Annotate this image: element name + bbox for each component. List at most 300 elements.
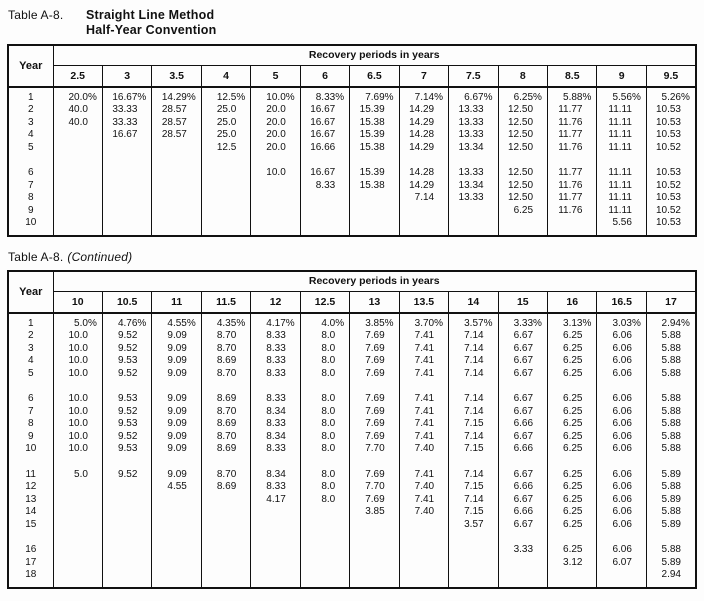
data-cell: 8.69 bbox=[201, 481, 250, 494]
data-cell bbox=[300, 544, 349, 557]
data-cell bbox=[548, 531, 597, 544]
data-cell: 13.33 bbox=[449, 129, 498, 142]
data-cell: 3.85 bbox=[350, 506, 399, 519]
data-cell: 5.88 bbox=[646, 393, 696, 406]
data-cell bbox=[53, 192, 102, 205]
data-cell bbox=[201, 455, 250, 468]
column-header: 3.5 bbox=[152, 65, 201, 87]
data-cell bbox=[300, 455, 349, 468]
data-cell: 10.53 bbox=[646, 129, 696, 142]
data-cell: 7.41 bbox=[399, 418, 448, 431]
year-cell bbox=[8, 455, 53, 468]
data-cell: 40.0 bbox=[53, 116, 102, 129]
data-cell bbox=[449, 569, 498, 582]
data-cell: 7.14 bbox=[399, 192, 448, 205]
data-cell: 15.38 bbox=[350, 141, 399, 154]
data-cell: 5.88 % bbox=[548, 91, 597, 104]
table-row bbox=[8, 493, 696, 506]
year-cell: 5 bbox=[27, 141, 34, 153]
header-row-group bbox=[8, 45, 696, 65]
data-cell: 5.56 % bbox=[597, 91, 646, 104]
year-cell: 6 bbox=[27, 167, 34, 179]
table-body bbox=[8, 87, 696, 236]
table-row bbox=[8, 405, 696, 418]
data-cell: 12.50 bbox=[498, 192, 547, 205]
table-row bbox=[8, 167, 696, 180]
data-cell: 13.33 bbox=[449, 192, 498, 205]
data-cell: 3.57 % bbox=[449, 317, 498, 330]
year-cell: 17 bbox=[25, 556, 37, 568]
data-cell: 14.29 bbox=[399, 179, 448, 192]
data-cell: 5.88 bbox=[646, 367, 696, 380]
data-cell: 11.76 bbox=[548, 204, 597, 217]
data-cell: 6.06 bbox=[597, 367, 646, 380]
header-row-group bbox=[8, 271, 696, 291]
data-cell bbox=[399, 556, 448, 569]
table-header bbox=[8, 45, 696, 87]
data-cell: 10.53 bbox=[646, 104, 696, 117]
data-cell bbox=[251, 455, 300, 468]
data-cell: 5.56 bbox=[597, 217, 646, 230]
table-row bbox=[8, 393, 696, 406]
year-cell bbox=[8, 581, 53, 588]
column-header: 11 bbox=[152, 291, 201, 313]
data-cell: 7.41 bbox=[399, 393, 448, 406]
data-cell: 10.53 bbox=[646, 167, 696, 180]
data-cell: 14.28 bbox=[399, 167, 448, 180]
data-cell bbox=[251, 204, 300, 217]
data-cell: 6.25 bbox=[548, 481, 597, 494]
data-cell: 6.25 bbox=[548, 518, 597, 531]
data-cell: 6.25 bbox=[548, 493, 597, 506]
data-cell: 7.14 bbox=[449, 405, 498, 418]
data-cell: 7.69 bbox=[350, 330, 399, 343]
data-cell bbox=[102, 192, 151, 205]
data-cell: 4.55 % bbox=[152, 317, 201, 330]
data-cell bbox=[102, 569, 151, 582]
table-row bbox=[8, 141, 696, 154]
column-header: 16 bbox=[548, 291, 597, 313]
data-cell bbox=[152, 154, 201, 167]
data-cell bbox=[350, 229, 399, 236]
data-cell bbox=[201, 506, 250, 519]
data-cell bbox=[152, 380, 201, 393]
data-cell: 9.53 bbox=[102, 418, 151, 431]
data-cell: 16.67 bbox=[300, 104, 349, 117]
data-cell bbox=[152, 531, 201, 544]
year-cell: 10 bbox=[25, 217, 37, 229]
data-cell: 5.89 bbox=[646, 493, 696, 506]
data-cell: 16.67 bbox=[102, 129, 151, 142]
data-cell bbox=[350, 204, 399, 217]
data-cell bbox=[399, 581, 448, 588]
recovery-periods-header: Recovery periods in years bbox=[53, 45, 696, 65]
year-cell: 16 bbox=[25, 544, 37, 556]
data-cell bbox=[449, 455, 498, 468]
data-cell: 12.50 bbox=[498, 167, 547, 180]
data-cell: 8.0 bbox=[300, 367, 349, 380]
data-cell bbox=[102, 167, 151, 180]
data-cell: 11.76 bbox=[548, 116, 597, 129]
data-cell bbox=[201, 569, 250, 582]
gap-row bbox=[8, 531, 696, 544]
data-cell bbox=[251, 531, 300, 544]
table-row bbox=[8, 367, 696, 380]
data-cell bbox=[646, 581, 696, 588]
data-cell bbox=[449, 204, 498, 217]
data-cell: 6.66 bbox=[498, 443, 547, 456]
data-cell bbox=[201, 179, 250, 192]
data-cell bbox=[102, 493, 151, 506]
data-cell bbox=[350, 556, 399, 569]
data-cell bbox=[498, 380, 547, 393]
column-header: 2.5 bbox=[53, 65, 102, 87]
data-cell bbox=[251, 518, 300, 531]
data-cell bbox=[201, 217, 250, 230]
data-cell: 15.39 bbox=[350, 167, 399, 180]
table1-title-line1: Straight Line Method bbox=[86, 8, 215, 22]
data-cell: 8.69 bbox=[201, 418, 250, 431]
data-cell bbox=[449, 154, 498, 167]
table-row bbox=[8, 544, 696, 557]
data-cell: 8.0 bbox=[300, 493, 349, 506]
data-cell: 20.0 bbox=[251, 141, 300, 154]
data-cell bbox=[152, 141, 201, 154]
data-cell: 9.52 bbox=[102, 430, 151, 443]
data-cell: 6.25 bbox=[548, 330, 597, 343]
data-cell: 7.14 bbox=[449, 367, 498, 380]
data-cell: 10.0 bbox=[53, 342, 102, 355]
table-row bbox=[8, 317, 696, 330]
data-cell bbox=[498, 455, 547, 468]
data-cell: 9.53 bbox=[102, 355, 151, 368]
column-header: 10.5 bbox=[102, 291, 151, 313]
data-cell: 8.70 bbox=[201, 430, 250, 443]
data-cell: 7.69 bbox=[350, 430, 399, 443]
data-cell: 9.09 bbox=[152, 443, 201, 456]
column-header: 9.5 bbox=[646, 65, 696, 87]
data-cell: 2.94 bbox=[646, 569, 696, 582]
data-cell bbox=[102, 544, 151, 557]
data-cell bbox=[251, 569, 300, 582]
data-cell bbox=[251, 506, 300, 519]
data-cell: 3.85 % bbox=[350, 317, 399, 330]
data-cell: 7.40 bbox=[399, 443, 448, 456]
data-cell bbox=[102, 581, 151, 588]
data-cell bbox=[53, 581, 102, 588]
table-row bbox=[8, 179, 696, 192]
data-cell: 16.67 bbox=[300, 167, 349, 180]
data-cell: 10.52 bbox=[646, 179, 696, 192]
data-cell: 33.33 bbox=[102, 104, 151, 117]
data-cell bbox=[201, 192, 250, 205]
data-cell: 16.67 % bbox=[102, 91, 151, 104]
data-cell: 13.33 bbox=[449, 116, 498, 129]
data-cell: 10.0 bbox=[53, 418, 102, 431]
data-cell: 6.06 bbox=[597, 430, 646, 443]
data-cell: 10.53 bbox=[646, 192, 696, 205]
year-cell: 8 bbox=[27, 192, 34, 204]
data-cell bbox=[152, 581, 201, 588]
gap-row bbox=[8, 455, 696, 468]
data-cell bbox=[102, 141, 151, 154]
data-cell bbox=[399, 455, 448, 468]
data-cell: 8.70 bbox=[201, 468, 250, 481]
data-cell: 8.33 bbox=[300, 179, 349, 192]
data-cell: 9.52 bbox=[102, 342, 151, 355]
data-cell: 10.53 bbox=[646, 116, 696, 129]
data-cell: 7.41 bbox=[399, 330, 448, 343]
data-cell: 12.50 bbox=[498, 179, 547, 192]
data-cell: 12.5 bbox=[201, 141, 250, 154]
column-header: 4 bbox=[201, 65, 250, 87]
data-cell: 3.12 bbox=[548, 556, 597, 569]
data-cell: 28.57 bbox=[152, 104, 201, 117]
data-cell bbox=[597, 380, 646, 393]
data-cell: 6.25 bbox=[548, 342, 597, 355]
data-cell: 8.33 bbox=[251, 443, 300, 456]
year-cell: 18 bbox=[25, 569, 37, 581]
data-cell: 12.5 % bbox=[201, 91, 250, 104]
data-cell bbox=[300, 506, 349, 519]
data-cell: 9.09 bbox=[152, 367, 201, 380]
data-cell bbox=[300, 192, 349, 205]
data-cell: 7.41 bbox=[399, 468, 448, 481]
data-cell: 6.67 % bbox=[449, 91, 498, 104]
table-row bbox=[8, 129, 696, 142]
data-cell: 8.0 bbox=[300, 443, 349, 456]
year-cell: 7 bbox=[27, 405, 34, 417]
data-cell bbox=[201, 556, 250, 569]
data-cell: 8.0 bbox=[300, 481, 349, 494]
data-cell: 7.69 bbox=[350, 493, 399, 506]
data-cell: 3.33 % bbox=[498, 317, 547, 330]
data-cell bbox=[300, 380, 349, 393]
data-cell bbox=[646, 380, 696, 393]
data-cell: 11.77 bbox=[548, 167, 597, 180]
data-cell: 7.70 bbox=[350, 443, 399, 456]
data-cell bbox=[53, 154, 102, 167]
data-cell: 40.0 bbox=[53, 104, 102, 117]
data-cell bbox=[201, 493, 250, 506]
data-cell bbox=[350, 154, 399, 167]
data-cell bbox=[102, 179, 151, 192]
data-cell: 7.15 bbox=[449, 443, 498, 456]
table1-title-main bbox=[86, 8, 216, 38]
data-cell bbox=[300, 581, 349, 588]
data-cell bbox=[201, 204, 250, 217]
data-cell: 6.66 bbox=[498, 418, 547, 431]
data-cell: 13.33 bbox=[449, 104, 498, 117]
data-cell: 20.0 bbox=[251, 104, 300, 117]
data-cell: 25.0 bbox=[201, 104, 250, 117]
data-cell: 5.88 bbox=[646, 405, 696, 418]
data-cell: 6.25 % bbox=[498, 91, 547, 104]
data-cell: 14.29 bbox=[399, 141, 448, 154]
data-cell: 8.33 bbox=[251, 418, 300, 431]
data-cell bbox=[399, 531, 448, 544]
data-cell bbox=[498, 217, 547, 230]
data-cell: 6.25 bbox=[548, 355, 597, 368]
data-cell: 6.25 bbox=[548, 405, 597, 418]
column-header: 7 bbox=[399, 65, 448, 87]
data-cell: 6.06 bbox=[597, 468, 646, 481]
data-cell bbox=[350, 192, 399, 205]
data-cell: 6.67 bbox=[498, 393, 547, 406]
data-cell: 6.25 bbox=[498, 204, 547, 217]
table1-title bbox=[8, 8, 697, 38]
data-cell bbox=[201, 518, 250, 531]
data-cell: 10.0 bbox=[53, 355, 102, 368]
data-cell: 7.69 bbox=[350, 355, 399, 368]
data-cell: 12.50 bbox=[498, 141, 547, 154]
data-cell: 6.67 bbox=[498, 330, 547, 343]
year-cell: 8 bbox=[27, 418, 34, 430]
data-cell: 7.70 bbox=[350, 481, 399, 494]
column-header: 15 bbox=[498, 291, 547, 313]
year-cell: 1 bbox=[27, 91, 34, 103]
data-cell bbox=[53, 531, 102, 544]
data-cell: 12.50 bbox=[498, 129, 547, 142]
data-cell: 3.03 % bbox=[597, 317, 646, 330]
data-cell bbox=[152, 455, 201, 468]
data-cell: 11.77 bbox=[548, 104, 597, 117]
table-row bbox=[8, 468, 696, 481]
data-cell: 12.50 bbox=[498, 116, 547, 129]
header-row-columns bbox=[8, 291, 696, 313]
data-cell bbox=[548, 581, 597, 588]
data-cell: 11.11 bbox=[597, 204, 646, 217]
data-cell bbox=[201, 229, 250, 236]
year-cell: 3 bbox=[27, 116, 34, 128]
data-cell: 25.0 bbox=[201, 116, 250, 129]
data-cell: 11.11 bbox=[597, 179, 646, 192]
data-cell bbox=[102, 531, 151, 544]
data-cell bbox=[102, 481, 151, 494]
table-row bbox=[8, 192, 696, 205]
data-cell bbox=[53, 129, 102, 142]
data-cell bbox=[102, 556, 151, 569]
data-cell bbox=[399, 217, 448, 230]
data-cell bbox=[597, 455, 646, 468]
table-row bbox=[8, 104, 696, 117]
data-cell: 11.11 bbox=[597, 104, 646, 117]
data-cell bbox=[498, 229, 547, 236]
data-cell: 6.67 bbox=[498, 367, 547, 380]
data-cell bbox=[300, 217, 349, 230]
data-cell: 9.52 bbox=[102, 405, 151, 418]
data-cell: 10.0 bbox=[53, 330, 102, 343]
data-cell bbox=[498, 569, 547, 582]
data-cell: 7.14 % bbox=[399, 91, 448, 104]
data-cell: 11.77 bbox=[548, 192, 597, 205]
table2-title-continued: (Continued) bbox=[67, 250, 133, 264]
data-cell bbox=[399, 518, 448, 531]
year-cell: 12 bbox=[25, 481, 37, 493]
column-header: 12 bbox=[251, 291, 300, 313]
column-header: 8 bbox=[498, 65, 547, 87]
data-cell: 5.88 bbox=[646, 330, 696, 343]
year-cell: 11 bbox=[25, 468, 36, 480]
table2-title bbox=[8, 250, 697, 264]
data-cell: 8.0 bbox=[300, 405, 349, 418]
data-cell: 5.26 % bbox=[646, 91, 696, 104]
data-cell: 6.25 bbox=[548, 418, 597, 431]
data-cell bbox=[251, 179, 300, 192]
data-cell bbox=[201, 531, 250, 544]
data-cell bbox=[399, 569, 448, 582]
year-cell: 9 bbox=[27, 204, 34, 216]
data-cell bbox=[152, 217, 201, 230]
data-cell: 7.69 bbox=[350, 468, 399, 481]
data-cell bbox=[251, 544, 300, 557]
data-cell: 16.66 bbox=[300, 141, 349, 154]
data-cell bbox=[399, 204, 448, 217]
data-cell bbox=[53, 518, 102, 531]
data-cell: 7.40 bbox=[399, 481, 448, 494]
data-cell bbox=[251, 217, 300, 230]
data-cell: 8.0 bbox=[300, 342, 349, 355]
data-cell: 8.0 bbox=[300, 468, 349, 481]
data-cell bbox=[646, 229, 696, 236]
column-header: 6 bbox=[300, 65, 349, 87]
data-cell: 33.33 bbox=[102, 116, 151, 129]
data-cell: 4.76 % bbox=[102, 317, 151, 330]
data-cell bbox=[53, 141, 102, 154]
data-cell: 6.06 bbox=[597, 330, 646, 343]
data-cell: 8.33 bbox=[251, 367, 300, 380]
data-cell: 7.14 bbox=[449, 393, 498, 406]
data-cell: 5.88 bbox=[646, 355, 696, 368]
data-cell bbox=[152, 179, 201, 192]
data-cell: 8.33 bbox=[251, 330, 300, 343]
data-cell bbox=[350, 581, 399, 588]
data-cell: 7.15 bbox=[449, 506, 498, 519]
table-row bbox=[8, 217, 696, 230]
data-cell: 9.52 bbox=[102, 468, 151, 481]
data-cell: 9.09 bbox=[152, 468, 201, 481]
data-cell: 6.25 bbox=[548, 367, 597, 380]
table-row bbox=[8, 330, 696, 343]
year-cell: 9 bbox=[27, 430, 34, 442]
data-cell bbox=[300, 518, 349, 531]
data-cell bbox=[350, 217, 399, 230]
data-cell: 8.0 bbox=[300, 418, 349, 431]
data-cell: 6.06 bbox=[597, 481, 646, 494]
data-cell bbox=[597, 154, 646, 167]
data-cell bbox=[350, 518, 399, 531]
data-cell bbox=[251, 556, 300, 569]
data-cell: 4.35 % bbox=[201, 317, 250, 330]
data-cell bbox=[350, 569, 399, 582]
column-header: 5 bbox=[251, 65, 300, 87]
data-cell bbox=[53, 204, 102, 217]
data-cell: 9.52 bbox=[102, 367, 151, 380]
year-cell: 2 bbox=[27, 330, 34, 342]
column-header: 16.5 bbox=[597, 291, 646, 313]
data-cell bbox=[300, 154, 349, 167]
data-cell: 7.14 bbox=[449, 493, 498, 506]
table-row bbox=[8, 418, 696, 431]
data-cell bbox=[102, 154, 151, 167]
data-cell: 13.34 bbox=[449, 141, 498, 154]
data-cell bbox=[102, 229, 151, 236]
data-cell: 6.67 bbox=[498, 342, 547, 355]
year-cell: 4 bbox=[27, 355, 34, 367]
data-cell bbox=[251, 192, 300, 205]
data-cell bbox=[350, 455, 399, 468]
data-cell bbox=[597, 569, 646, 582]
